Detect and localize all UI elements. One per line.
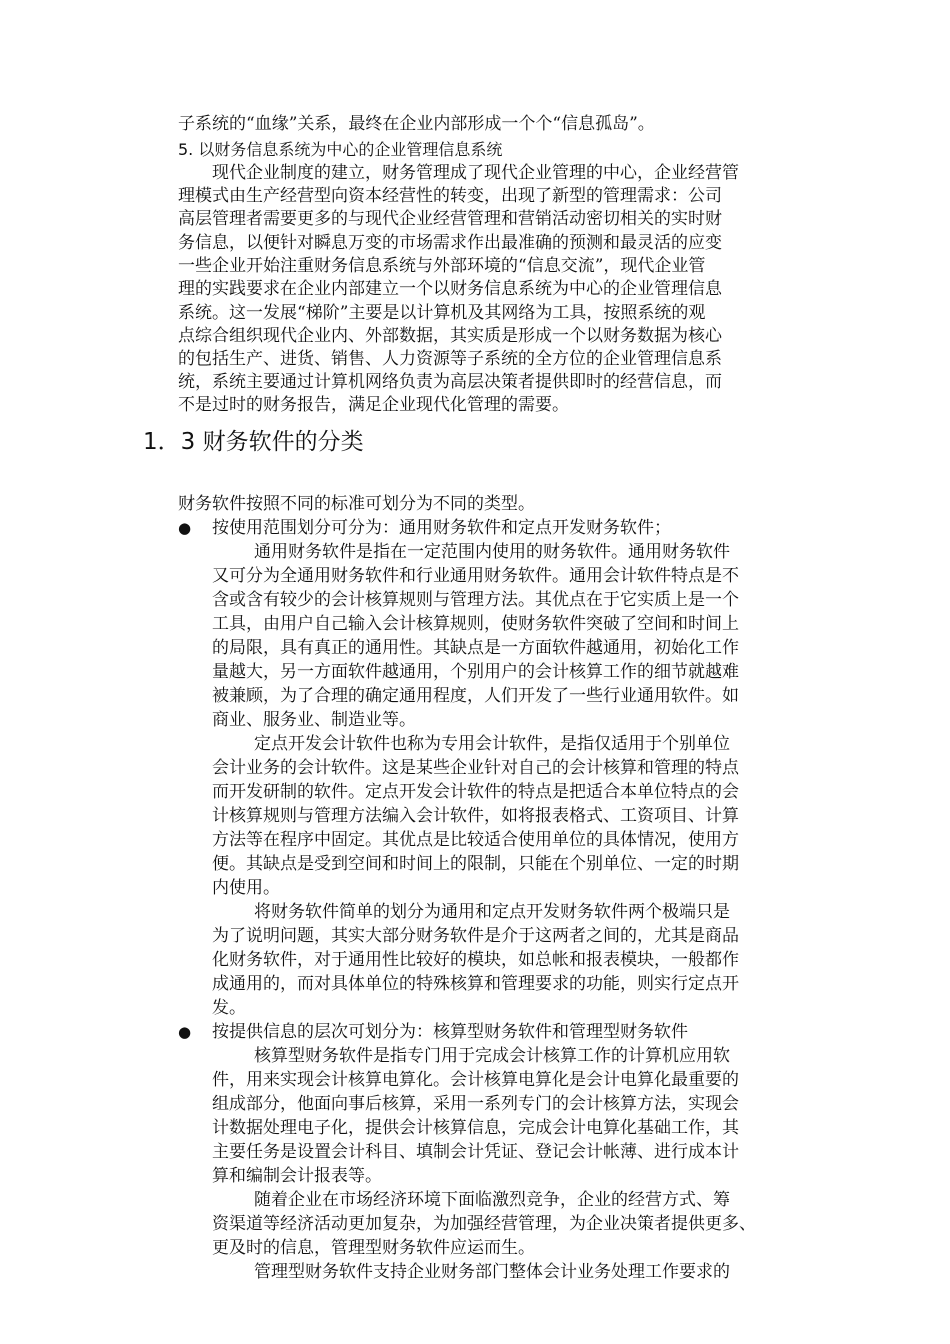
text-line: 被兼顾，为了合理的确定通用程度，人们开发了一些行业通用软件。如 — [212, 686, 739, 706]
text-line: 组成部分，他面向事后核算，采用一系列专门的会计核算方法，实现会 — [212, 1094, 739, 1114]
text-line: 系统。这一发展“梯阶”主要是以计算机及其网络为工具，按照系统的观 — [178, 303, 706, 323]
text-line: 更及时的信息，管理型财务软件应运而生。 — [212, 1238, 535, 1258]
text-line: 发。 — [212, 998, 246, 1018]
subsection-title: 5. 以财务信息系统为中心的企业管理信息系统 — [178, 140, 503, 159]
text-line: 资渠道等经济活动更加复杂，为加强经营管理，为企业决策者提供更多、 — [212, 1214, 756, 1234]
text-line: 管理型财务软件支持企业财务部门整体会计业务处理工作要求的 — [254, 1262, 730, 1282]
text-line: 随着企业在市场经济环境下面临激烈竞争，企业的经营方式、筹 — [254, 1190, 730, 1210]
text-line: 件，用来实现会计核算电算化。会计核算电算化是会计电算化最重要的 — [212, 1070, 739, 1090]
text-line: 现代企业制度的建立，财务管理成了现代企业管理的中心，企业经营管 — [212, 163, 739, 183]
text-line: 核算型财务软件是指专门用于完成会计核算工作的计算机应用软 — [254, 1046, 730, 1066]
text-line: 将财务软件简单的划分为通用和定点开发财务软件两个极端只是 — [254, 902, 730, 922]
text-line: 便。其缺点是受到空间和时间上的限制，只能在个别单位、一定的时期 — [212, 854, 739, 874]
text-line: 又可分为全通用财务软件和行业通用财务软件。通用会计软件特点是不 — [212, 566, 739, 586]
text-line: 内使用。 — [212, 878, 280, 898]
text-line: 通用财务软件是指在一定范围内使用的财务软件。通用财务软件 — [254, 542, 730, 562]
text-line: 的包括生产、进货、销售、人力资源等子系统的全方位的企业管理信息系 — [178, 349, 722, 369]
text-line: 点综合组织现代企业内、外部数据，其实质是形成一个以财务数据为核心 — [178, 326, 722, 346]
text-line: 定点开发会计软件也称为专用会计软件，是指仅适用于个别单位 — [254, 734, 730, 754]
text-line: 务信息，以便针对瞬息万变的市场需求作出最准确的预测和最灵活的应变 — [178, 233, 722, 253]
intro-text: 财务软件按照不同的标准可划分为不同的类型。 — [178, 494, 535, 514]
text-line: 化财务软件，对于通用性比较好的模块，如总帐和报表模块，一般都作 — [212, 950, 739, 970]
text-line: 而开发研制的软件。定点开发会计软件的特点是把适合本单位特点的会 — [212, 782, 739, 802]
text-line: 含或含有较少的会计核算规则与管理方法。其优点在于它实质上是一个 — [212, 590, 739, 610]
text-line: 的局限，具有真正的通用性。其缺点是一方面软件越通用，初始化工作 — [212, 638, 739, 658]
text-line: 方法等在程序中固定。其优点是比较适合使用单位的具体情况，使用方 — [212, 830, 739, 850]
text-line: 统，系统主要通过计算机网络负责为高层决策者提供即时的经营信息，而 — [178, 372, 722, 392]
text-line: 工具，由用户自己输入会计核算规则，使财务软件突破了空间和时间上 — [212, 614, 739, 634]
text-line: 主要任务是设置会计科目、填制会计凭证、登记会计帐薄、进行成本计 — [212, 1142, 739, 1162]
text-line: 计核算规则与管理方法编入会计软件，如将报表格式、工资项目、计算 — [212, 806, 739, 826]
text-line: 量越大，另一方面软件越通用，个别用户的会计核算工作的细节就越难 — [212, 662, 739, 682]
text-line: 子系统的“血缘”关系，最终在企业内部形成一个个“信息孤岛”。 — [178, 114, 655, 134]
text-line: 不是过时的财务报告，满足企业现代化管理的需要。 — [178, 395, 569, 415]
text-line: 计数据处理电子化，提供会计核算信息，完成会计电算化基础工作，其 — [212, 1118, 739, 1138]
section-heading: 1．3 财务软件的分类 — [143, 429, 364, 455]
text-line: 为了说明问题，其实大部分财务软件是介于这两者之间的，尤其是商品 — [212, 926, 739, 946]
text-line: 商业、服务业、制造业等。 — [212, 710, 416, 730]
bullet-title: 按提供信息的层次可划分为：核算型财务软件和管理型财务软件 — [212, 1022, 688, 1042]
text-line: 理模式由生产经营型向资本经营性的转变，出现了新型的管理需求：公司 — [178, 186, 722, 206]
text-line: 高层管理者需要更多的与现代企业经营管理和营销活动密切相关的实时财 — [178, 209, 722, 229]
bullet-icon: ● — [178, 1023, 192, 1041]
text-line: 成通用的，而对具体单位的特殊核算和管理要求的功能，则实行定点开 — [212, 974, 739, 994]
bullet-title: 按使用范围划分可分为：通用财务软件和定点开发财务软件； — [212, 518, 671, 538]
text-line: 算和编制会计报表等。 — [212, 1166, 382, 1186]
text-line: 一些企业开始注重财务信息系统与外部环境的“信息交流”，现代企业管 — [178, 256, 706, 276]
bullet-icon: ● — [178, 519, 192, 537]
text-line: 理的实践要求在企业内部建立一个以财务信息系统为中心的企业管理信息 — [178, 279, 722, 299]
text-line: 会计业务的会计软件。这是某些企业针对自己的会计核算和管理的特点 — [212, 758, 739, 778]
